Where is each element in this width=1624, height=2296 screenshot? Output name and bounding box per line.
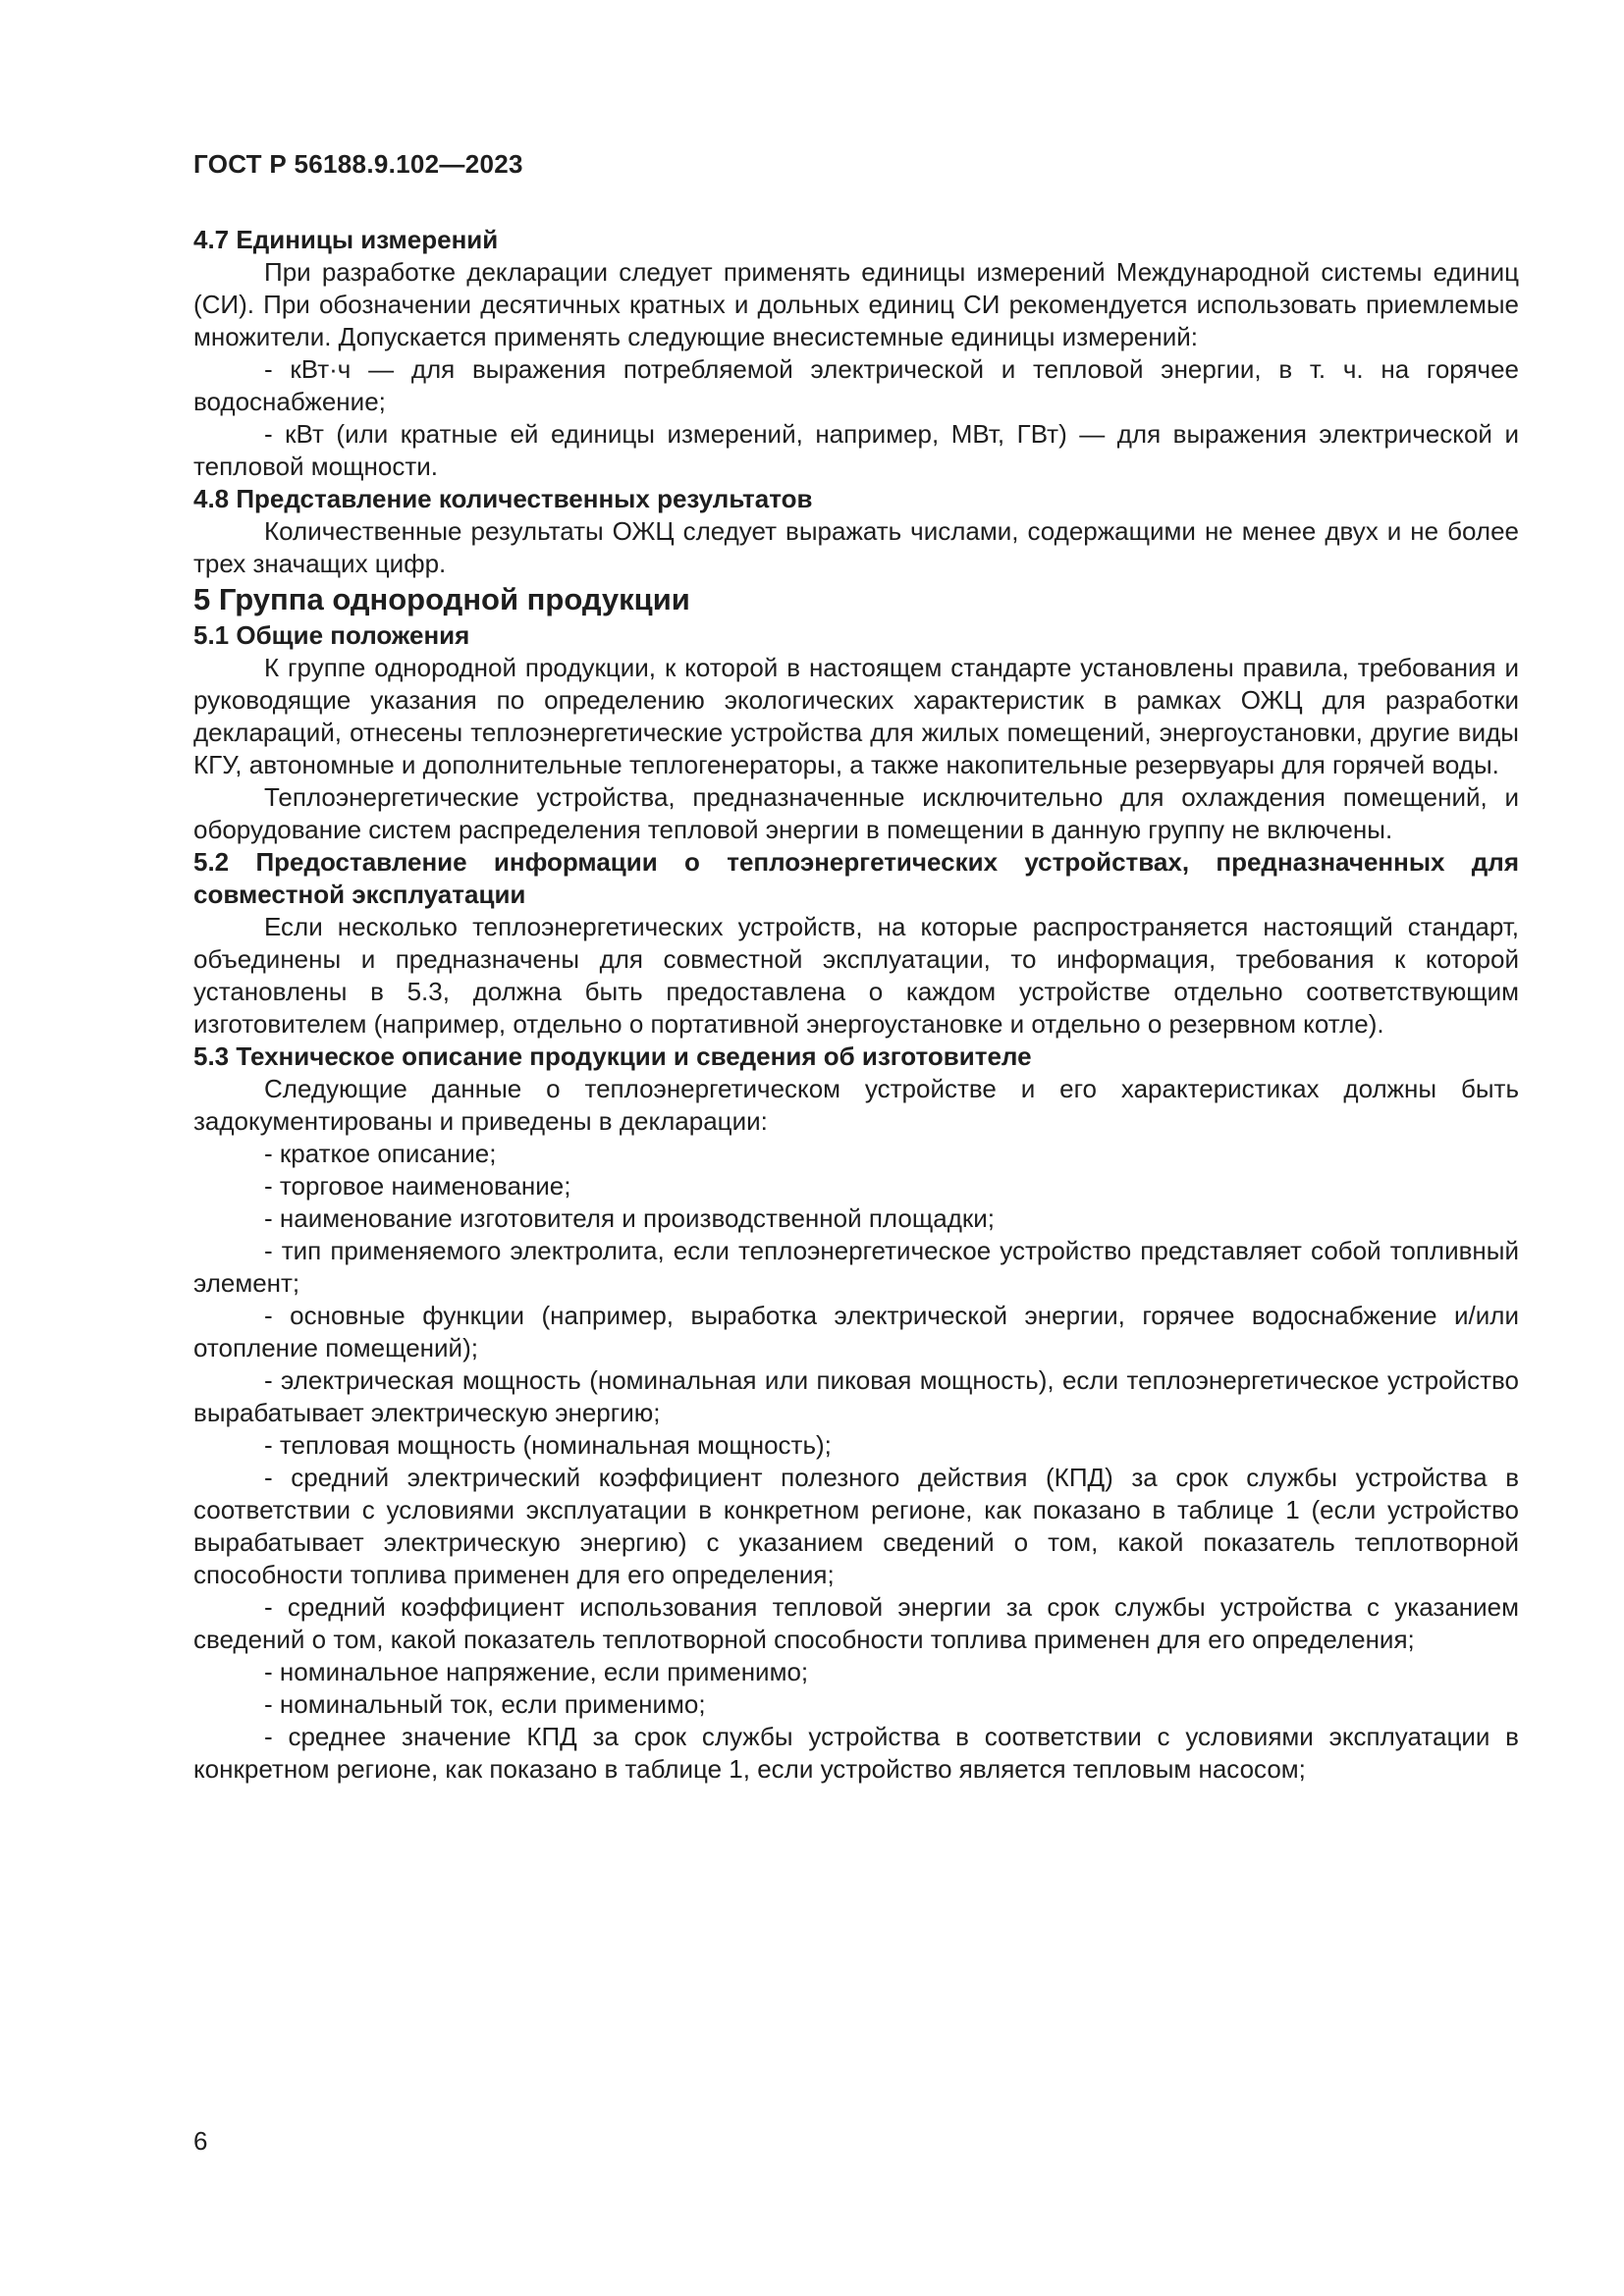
document-code-header: ГОСТ Р 56188.9.102—2023 (193, 149, 523, 179)
list-item: - номинальный ток, если применимо; (264, 1689, 706, 1719)
list-item: - кВт·ч — для выражения потребляемой электрической и тепловой энергии, в т. ч. на горячее водоснабжение; (193, 354, 1519, 416)
section-4-7-heading: 4.7 Единицы измерений (193, 225, 499, 254)
section-4-8-paragraph: Количественные результаты ОЖЦ следует выражать числами, содержащими не менее двух и не более трех значащих цифр. (193, 516, 1519, 578)
list-item: - наименование изготовителя и производственной площадки; (264, 1203, 995, 1233)
section-4-8-heading: 4.8 Представление количественных результатов (193, 484, 813, 513)
section-4-7-paragraph: При разработке декларации следует применять единицы измерений Международной системы единиц (СИ). При обозначении десятичных кратных и дольных единиц СИ рекомендуется использовать приемлемые множители. Допускается применять следующие внесистемные единицы измерений: (193, 257, 1519, 351)
list-item: - основные функции (например, выработка электрической энергии, горячее водоснабжение и/или отопление помещений); (193, 1301, 1519, 1362)
section-5-2-heading: 5.2 Предоставление информации о теплоэнергетических устройствах, предназначенных для совместной эксплуатации (193, 847, 1519, 909)
list-item: - кВт (или кратные ей единицы измерений, например, МВт, ГВт) — для выражения электрической и тепловой мощности. (193, 419, 1519, 481)
list-item: - номинальное напряжение, если применимо; (264, 1657, 809, 1686)
list-item: - тип применяемого электролита, если теплоэнергетическое устройство представляет собой топливный элемент; (193, 1236, 1519, 1298)
section-5-3-paragraph: Следующие данные о теплоэнергетическом устройстве и его характеристиках должны быть задокументированы и приведены в декларации: (193, 1074, 1519, 1136)
section-5-3-heading: 5.3 Техническое описание продукции и сведения об изготовителе (193, 1041, 1032, 1071)
list-item: - среднее значение КПД за срок службы устройства в соответствии с условиями эксплуатации в конкретном регионе, как показано в таблице 1, если устройство является тепловым насосом; (193, 1722, 1519, 1784)
page-number: 6 (193, 2126, 208, 2156)
list-item: - торговое наименование; (264, 1171, 571, 1201)
section-5-1-paragraph-1: К группе однородной продукции, к которой в настоящем стандарте установлены правила, требования и руководящие указания по определению экологических характеристик в рамках ОЖЦ для разработки деклараций, отнесены теплоэнергетические устройства для жилых помещений, энергоустановки, другие виды КГУ, автономные и дополнительные теплогенераторы, а также накопительные резервуары для горячей воды. (193, 653, 1519, 779)
list-item: - электрическая мощность (номинальная или пиковая мощность), если теплоэнергетическое устройство вырабатывает электрическую энергию; (193, 1365, 1519, 1427)
list-item: - средний электрический коэффициент полезного действия (КПД) за срок службы устройства в соответствии с условиями эксплуатации в конкретном регионе, как показано в таблице 1 (если устройство вырабатывает электрическую энергию) с указанием сведений о том, какой показатель теплотворной способности топлива применен для его определения; (193, 1463, 1519, 1589)
section-5-heading: 5 Группа однородной продукции (193, 582, 690, 616)
list-item: - краткое описание; (264, 1139, 497, 1168)
list-item: - средний коэффициент использования тепловой энергии за срок службы устройства с указанием сведений о том, какой показатель теплотворной способности топлива применен для его определения; (193, 1592, 1519, 1654)
page-content (193, 224, 1519, 1786)
section-5-2-paragraph: Если несколько теплоэнергетических устройств, на которые распространяется настоящий стандарт, объединены и предназначены для совместной эксплуатации, то информация, требования к которой установлены в 5.3, должна быть предоставлена о каждом устройстве отдельно соответствующим изготовителем (например, отдельно о портативной энергоустановке и отдельно о резервном котле). (193, 912, 1519, 1039)
section-5-1-heading: 5.1 Общие положения (193, 620, 470, 650)
section-5-1-paragraph-2: Теплоэнергетические устройства, предназначенные исключительно для охлаждения помещений, и оборудование систем распределения тепловой энергии в помещении в данную группу не включены. (193, 782, 1519, 844)
list-item: - тепловая мощность (номинальная мощность); (264, 1430, 832, 1460)
